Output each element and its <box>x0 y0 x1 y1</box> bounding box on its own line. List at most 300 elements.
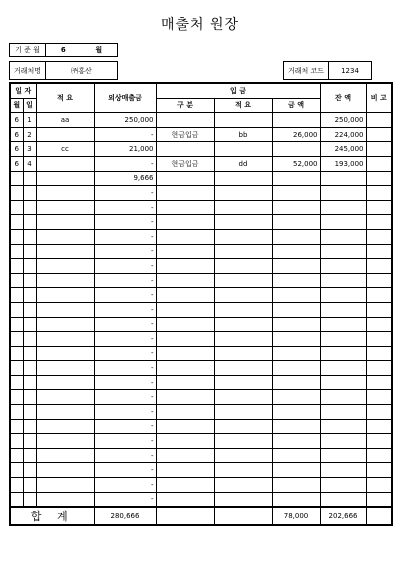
row-day[interactable] <box>23 390 36 405</box>
row-desc[interactable] <box>36 448 94 463</box>
header-desc: 적 요 <box>36 83 94 113</box>
row-balance[interactable] <box>320 463 366 478</box>
row-deposit-desc[interactable] <box>214 171 272 186</box>
row-type[interactable] <box>156 405 214 420</box>
row-day[interactable] <box>23 317 36 332</box>
row-amount[interactable] <box>272 478 320 493</box>
row-remarks[interactable] <box>366 478 392 493</box>
table-row <box>10 405 392 420</box>
row-day[interactable] <box>23 448 36 463</box>
row-balance[interactable] <box>320 186 366 201</box>
row-deposit-desc[interactable] <box>214 405 272 420</box>
row-type[interactable] <box>156 448 214 463</box>
period-label-text: 기 준 월 <box>15 46 40 54</box>
row-balance[interactable] <box>320 448 366 463</box>
row-amount[interactable] <box>272 302 320 317</box>
table-row <box>10 273 392 288</box>
row-sales[interactable]: - <box>94 229 156 244</box>
row-deposit-desc[interactable] <box>214 361 272 376</box>
page-title: 매출처 원장 <box>160 17 240 33</box>
table-row <box>10 200 392 215</box>
row-deposit-desc[interactable] <box>214 229 272 244</box>
table-row <box>10 346 392 361</box>
row-amount[interactable] <box>272 346 320 361</box>
row-month[interactable] <box>10 288 23 303</box>
row-desc[interactable] <box>36 302 94 317</box>
row-sales[interactable]: 250,000 <box>94 113 156 128</box>
row-remarks[interactable] <box>366 390 392 405</box>
row-remarks[interactable] <box>366 113 392 128</box>
row-month[interactable] <box>10 244 23 259</box>
row-month[interactable] <box>10 361 23 376</box>
row-desc[interactable] <box>36 390 94 405</box>
row-type[interactable]: 현금입금 <box>156 127 214 142</box>
header-amount: 금 액 <box>272 98 320 113</box>
row-desc[interactable] <box>36 361 94 376</box>
row-remarks[interactable] <box>366 332 392 347</box>
row-remarks[interactable] <box>366 434 392 449</box>
row-deposit-desc[interactable] <box>214 215 272 230</box>
row-sales[interactable]: - <box>94 405 156 420</box>
header-balance: 잔 액 <box>320 83 366 113</box>
row-remarks[interactable] <box>366 405 392 420</box>
code-label-text: 거래처 코드 <box>287 66 325 75</box>
row-day[interactable] <box>23 492 36 507</box>
table-row <box>10 215 392 230</box>
row-type[interactable] <box>156 390 214 405</box>
row-balance[interactable] <box>320 171 366 186</box>
row-remarks[interactable] <box>366 142 392 157</box>
row-sales[interactable]: - <box>94 346 156 361</box>
row-amount[interactable] <box>272 419 320 434</box>
header-type: 구 분 <box>156 98 214 113</box>
row-day[interactable]: 1 <box>23 113 36 128</box>
row-desc[interactable] <box>36 463 94 478</box>
row-desc[interactable] <box>36 244 94 259</box>
row-type[interactable] <box>156 186 214 201</box>
table-row <box>10 390 392 405</box>
table-row <box>10 113 392 128</box>
row-day[interactable] <box>23 273 36 288</box>
row-amount[interactable] <box>272 375 320 390</box>
row-sales[interactable]: - <box>94 156 156 171</box>
table-row <box>10 478 392 493</box>
row-desc[interactable] <box>36 171 94 186</box>
row-remarks[interactable] <box>366 229 392 244</box>
row-desc[interactable] <box>36 346 94 361</box>
row-type[interactable] <box>156 317 214 332</box>
row-balance[interactable] <box>320 259 366 274</box>
row-sales[interactable]: - <box>94 302 156 317</box>
period-label <box>9 43 46 57</box>
row-sales[interactable]: - <box>94 244 156 259</box>
table-row <box>10 156 392 171</box>
client-value-box[interactable] <box>45 61 118 80</box>
row-month[interactable] <box>10 478 23 493</box>
row-desc[interactable] <box>36 156 94 171</box>
row-balance[interactable] <box>320 317 366 332</box>
row-deposit-desc[interactable]: dd <box>214 156 272 171</box>
row-amount[interactable] <box>272 273 320 288</box>
row-deposit-desc[interactable] <box>214 244 272 259</box>
row-remarks[interactable] <box>366 156 392 171</box>
row-month[interactable] <box>10 229 23 244</box>
row-deposit-desc[interactable] <box>214 317 272 332</box>
row-type[interactable] <box>156 244 214 259</box>
row-desc[interactable]: cc <box>36 142 94 157</box>
table-row <box>10 332 392 347</box>
row-amount[interactable] <box>272 215 320 230</box>
row-remarks[interactable] <box>366 375 392 390</box>
row-month[interactable] <box>10 317 23 332</box>
row-sales[interactable]: - <box>94 361 156 376</box>
row-day[interactable] <box>23 463 36 478</box>
table-row <box>10 419 392 434</box>
row-month[interactable] <box>10 375 23 390</box>
row-type[interactable] <box>156 492 214 507</box>
row-deposit-desc[interactable] <box>214 390 272 405</box>
row-sales[interactable]: - <box>94 200 156 215</box>
row-remarks[interactable] <box>366 127 392 142</box>
row-day[interactable] <box>23 346 36 361</box>
row-desc[interactable] <box>36 127 94 142</box>
row-amount[interactable] <box>272 361 320 376</box>
row-month[interactable] <box>10 463 23 478</box>
row-desc[interactable] <box>36 492 94 507</box>
row-sales[interactable]: - <box>94 317 156 332</box>
ledger-body <box>10 113 392 508</box>
row-remarks[interactable] <box>366 317 392 332</box>
table-row <box>10 171 392 186</box>
row-balance[interactable] <box>320 346 366 361</box>
row-day[interactable] <box>23 229 36 244</box>
row-remarks[interactable] <box>366 361 392 376</box>
row-amount[interactable] <box>272 448 320 463</box>
row-type[interactable] <box>156 200 214 215</box>
row-remarks[interactable] <box>366 463 392 478</box>
row-desc[interactable] <box>36 434 94 449</box>
row-desc[interactable] <box>36 405 94 420</box>
row-balance[interactable]: 245,000 <box>320 142 366 157</box>
row-type[interactable] <box>156 332 214 347</box>
row-day[interactable]: 2 <box>23 127 36 142</box>
row-balance[interactable] <box>320 390 366 405</box>
row-sales[interactable]: - <box>94 259 156 274</box>
row-month[interactable] <box>10 171 23 186</box>
code-value-box[interactable] <box>328 61 372 80</box>
row-amount[interactable] <box>272 113 320 128</box>
row-remarks[interactable] <box>366 419 392 434</box>
total-remarks <box>366 507 392 525</box>
row-amount[interactable] <box>272 142 320 157</box>
row-desc[interactable]: aa <box>36 113 94 128</box>
header-credit-sales: 외상매출금 <box>94 83 156 113</box>
client-value: ㈜홍산 <box>71 66 92 75</box>
row-desc[interactable] <box>36 229 94 244</box>
row-day[interactable] <box>23 186 36 201</box>
row-remarks[interactable] <box>366 302 392 317</box>
row-balance[interactable]: 193,000 <box>320 156 366 171</box>
row-balance[interactable] <box>320 302 366 317</box>
row-desc[interactable] <box>36 419 94 434</box>
period-value: 6 <box>60 46 66 54</box>
row-sales[interactable]: - <box>94 390 156 405</box>
row-desc[interactable] <box>36 478 94 493</box>
row-amount[interactable] <box>272 200 320 215</box>
row-sales[interactable]: - <box>94 419 156 434</box>
row-desc[interactable] <box>36 186 94 201</box>
row-remarks[interactable] <box>366 288 392 303</box>
row-deposit-desc[interactable] <box>214 186 272 201</box>
row-amount[interactable] <box>272 229 320 244</box>
row-balance[interactable]: 224,000 <box>320 127 366 142</box>
row-deposit-desc[interactable] <box>214 419 272 434</box>
total-amount: 78,000 <box>272 507 320 525</box>
row-month[interactable]: 6 <box>10 113 23 128</box>
total-balance: 202,666 <box>320 507 366 525</box>
table-row <box>10 259 392 274</box>
row-amount[interactable]: 52,000 <box>272 156 320 171</box>
client-label <box>9 61 46 80</box>
table-row <box>10 463 392 478</box>
period-value-box[interactable] <box>45 43 118 57</box>
row-month[interactable] <box>10 405 23 420</box>
row-balance[interactable] <box>320 244 366 259</box>
row-amount[interactable] <box>272 244 320 259</box>
row-month[interactable] <box>10 390 23 405</box>
row-day[interactable] <box>23 171 36 186</box>
row-deposit-desc[interactable] <box>214 113 272 128</box>
row-type[interactable] <box>156 215 214 230</box>
table-row <box>10 302 392 317</box>
row-sales[interactable]: 21,000 <box>94 142 156 157</box>
row-day[interactable] <box>23 215 36 230</box>
row-day[interactable] <box>23 200 36 215</box>
row-remarks[interactable] <box>366 171 392 186</box>
row-desc[interactable] <box>36 273 94 288</box>
row-month[interactable]: 6 <box>10 142 23 157</box>
row-balance[interactable] <box>320 361 366 376</box>
row-amount[interactable] <box>272 405 320 420</box>
table-row <box>10 288 392 303</box>
row-desc[interactable] <box>36 288 94 303</box>
row-type[interactable] <box>156 113 214 128</box>
row-day[interactable] <box>23 478 36 493</box>
row-remarks[interactable] <box>366 273 392 288</box>
row-sales[interactable]: - <box>94 186 156 201</box>
row-month[interactable]: 6 <box>10 156 23 171</box>
table-row <box>10 142 392 157</box>
row-type[interactable] <box>156 302 214 317</box>
row-type[interactable] <box>156 229 214 244</box>
row-deposit-desc[interactable]: bb <box>214 127 272 142</box>
row-sales[interactable]: - <box>94 434 156 449</box>
table-row <box>10 244 392 259</box>
row-remarks[interactable] <box>366 215 392 230</box>
table-row <box>10 186 392 201</box>
row-type[interactable] <box>156 171 214 186</box>
row-balance[interactable] <box>320 273 366 288</box>
row-desc[interactable] <box>36 200 94 215</box>
row-type[interactable] <box>156 259 214 274</box>
row-desc[interactable] <box>36 375 94 390</box>
row-sales[interactable]: - <box>94 127 156 142</box>
row-balance[interactable] <box>320 434 366 449</box>
row-day[interactable] <box>23 361 36 376</box>
row-month[interactable] <box>10 346 23 361</box>
row-deposit-desc[interactable] <box>214 375 272 390</box>
row-sales[interactable]: - <box>94 332 156 347</box>
row-day[interactable] <box>23 332 36 347</box>
row-sales[interactable]: - <box>94 463 156 478</box>
row-deposit-desc[interactable] <box>214 200 272 215</box>
row-month[interactable] <box>10 259 23 274</box>
row-month[interactable]: 6 <box>10 127 23 142</box>
row-month[interactable] <box>10 302 23 317</box>
table-row <box>10 448 392 463</box>
row-sales[interactable]: - <box>94 478 156 493</box>
row-type[interactable] <box>156 419 214 434</box>
row-type[interactable] <box>156 361 214 376</box>
row-deposit-desc[interactable] <box>214 492 272 507</box>
row-day[interactable] <box>23 405 36 420</box>
row-day[interactable] <box>23 244 36 259</box>
row-amount[interactable] <box>272 492 320 507</box>
row-amount[interactable] <box>272 186 320 201</box>
row-month[interactable] <box>10 492 23 507</box>
row-remarks[interactable] <box>366 200 392 215</box>
row-month[interactable] <box>10 186 23 201</box>
row-deposit-desc[interactable] <box>214 288 272 303</box>
row-balance[interactable] <box>320 492 366 507</box>
header-deposit: 입 금 <box>156 83 320 98</box>
table-row <box>10 317 392 332</box>
row-sales[interactable]: - <box>94 375 156 390</box>
header-remarks: 비 고 <box>366 83 392 113</box>
row-desc[interactable] <box>36 317 94 332</box>
row-balance[interactable] <box>320 215 366 230</box>
row-month[interactable] <box>10 332 23 347</box>
row-deposit-desc[interactable] <box>214 302 272 317</box>
row-sales[interactable]: - <box>94 273 156 288</box>
row-deposit-desc[interactable] <box>214 448 272 463</box>
row-month[interactable] <box>10 273 23 288</box>
row-balance[interactable] <box>320 200 366 215</box>
row-sales[interactable]: - <box>94 448 156 463</box>
row-day[interactable] <box>23 259 36 274</box>
row-amount[interactable]: 26,000 <box>272 127 320 142</box>
row-day[interactable] <box>23 419 36 434</box>
total-type <box>156 507 214 525</box>
row-day[interactable]: 3 <box>23 142 36 157</box>
header-date: 일 자 <box>10 83 36 98</box>
row-amount[interactable] <box>272 332 320 347</box>
row-month[interactable] <box>10 215 23 230</box>
row-deposit-desc[interactable] <box>214 259 272 274</box>
row-amount[interactable] <box>272 434 320 449</box>
row-month[interactable] <box>10 419 23 434</box>
row-day[interactable] <box>23 288 36 303</box>
row-sales[interactable]: - <box>94 215 156 230</box>
row-balance[interactable] <box>320 375 366 390</box>
total-sales: 280,666 <box>94 507 156 525</box>
row-deposit-desc[interactable] <box>214 332 272 347</box>
row-month[interactable] <box>10 448 23 463</box>
row-type[interactable] <box>156 288 214 303</box>
row-amount[interactable] <box>272 171 320 186</box>
row-day[interactable] <box>23 434 36 449</box>
row-sales[interactable]: - <box>94 492 156 507</box>
row-type[interactable] <box>156 463 214 478</box>
row-deposit-desc[interactable] <box>214 273 272 288</box>
row-remarks[interactable] <box>366 448 392 463</box>
table-row <box>10 434 392 449</box>
row-remarks[interactable] <box>366 186 392 201</box>
row-deposit-desc[interactable] <box>214 142 272 157</box>
period-unit: 월 <box>95 46 103 54</box>
row-type[interactable] <box>156 375 214 390</box>
row-amount[interactable] <box>272 463 320 478</box>
row-remarks[interactable] <box>366 244 392 259</box>
row-sales[interactable]: 9,666 <box>94 171 156 186</box>
table-row <box>10 361 392 376</box>
row-amount[interactable] <box>272 259 320 274</box>
row-type[interactable] <box>156 434 214 449</box>
row-day[interactable] <box>23 302 36 317</box>
row-deposit-desc[interactable] <box>214 434 272 449</box>
code-label <box>283 61 329 80</box>
row-balance[interactable] <box>320 405 366 420</box>
row-balance[interactable] <box>320 288 366 303</box>
row-day[interactable]: 4 <box>23 156 36 171</box>
row-amount[interactable] <box>272 288 320 303</box>
row-balance[interactable] <box>320 229 366 244</box>
row-amount[interactable] <box>272 390 320 405</box>
row-deposit-desc[interactable] <box>214 463 272 478</box>
row-type[interactable] <box>156 273 214 288</box>
table-row <box>10 229 392 244</box>
row-month[interactable] <box>10 200 23 215</box>
row-remarks[interactable] <box>366 259 392 274</box>
row-deposit-desc[interactable] <box>214 346 272 361</box>
row-desc[interactable] <box>36 259 94 274</box>
table-row <box>10 375 392 390</box>
header-month: 월 <box>10 98 23 113</box>
row-day[interactable] <box>23 375 36 390</box>
row-sales[interactable]: - <box>94 288 156 303</box>
row-deposit-desc[interactable] <box>214 478 272 493</box>
row-type[interactable] <box>156 142 214 157</box>
header-deposit-desc: 적 요 <box>214 98 272 113</box>
client-label-text: 거래처명 <box>13 66 42 75</box>
row-type[interactable] <box>156 478 214 493</box>
row-balance[interactable] <box>320 478 366 493</box>
total-label: 합 계 <box>10 507 94 525</box>
row-amount[interactable] <box>272 317 320 332</box>
row-balance[interactable] <box>320 419 366 434</box>
row-type[interactable] <box>156 346 214 361</box>
row-remarks[interactable] <box>366 492 392 507</box>
row-desc[interactable] <box>36 332 94 347</box>
row-month[interactable] <box>10 434 23 449</box>
ledger-table <box>9 82 393 526</box>
row-type[interactable]: 현금입금 <box>156 156 214 171</box>
row-balance[interactable]: 250,000 <box>320 113 366 128</box>
code-value: 1234 <box>341 66 359 75</box>
row-balance[interactable] <box>320 332 366 347</box>
row-desc[interactable] <box>36 215 94 230</box>
row-remarks[interactable] <box>366 346 392 361</box>
